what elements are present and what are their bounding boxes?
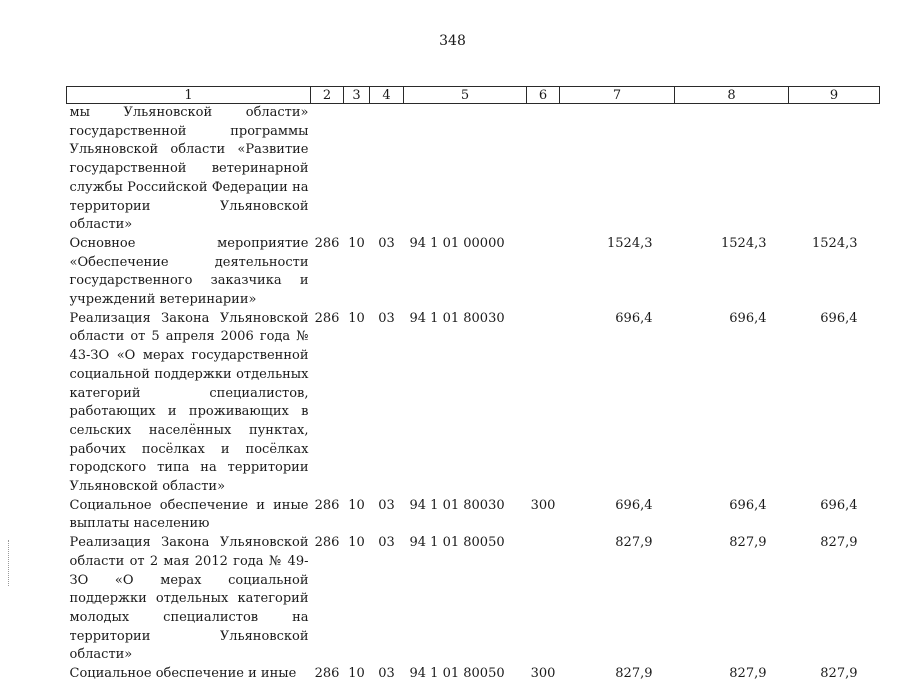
cell-ministry-code: 286 bbox=[314, 310, 340, 326]
cell-amount-7: 1524,3 bbox=[607, 235, 653, 251]
cell-amount-9: 827,9 bbox=[820, 666, 858, 682]
cell-expense-type: 300 bbox=[530, 666, 556, 682]
cell-subsection: 03 bbox=[378, 535, 395, 551]
cell-ministry-code: 286 bbox=[314, 666, 340, 682]
row-description: мы Ульяновской области» государственной программы Ульяновской области «Развитие государственной ветеринарной службы Российской Федерации на территории Ульяновской области» bbox=[69, 105, 309, 233]
row-description: Реализация Закона Ульяновской области от 2 мая 2012 года № 49-ЗО «О мерах социальной поддержки отдельных категорий молодых специалистов на территории Ульяновской области» bbox=[69, 535, 309, 663]
row-description: Реализация Закона Ульяновской области от 5 апреля 2006 года № 43-ЗО «О мерах государственной социальной поддержки отдельных категорий специалистов, работающих и проживающих в сельских населённых пунктах, рабочих посёлках и посёлках городского типа на территории Ульяновской области» bbox=[69, 310, 309, 495]
cell-section: 10 bbox=[348, 535, 365, 551]
column-header-1: 1 bbox=[67, 87, 311, 104]
cell-target-article: 94 1 01 80030 bbox=[409, 497, 505, 513]
table-row bbox=[67, 665, 880, 684]
cell-expense-type bbox=[527, 534, 560, 665]
cell-amount-9: 1524,3 bbox=[812, 235, 858, 251]
column-header-5: 5 bbox=[404, 87, 527, 104]
cell-section: 10 bbox=[348, 497, 365, 513]
cell-target-article: 94 1 01 80050 bbox=[409, 666, 505, 682]
cell-target-article: 94 1 01 80050 bbox=[409, 535, 505, 551]
row-description: Основное мероприятие «Обеспечение деятельности государственного заказчика и учреждений ветеринарии» bbox=[69, 235, 309, 308]
cell-section: 10 bbox=[348, 666, 365, 682]
cell-amount-8: 1524,3 bbox=[721, 235, 767, 251]
cell-expense-type bbox=[527, 235, 560, 310]
cell-subsection: 03 bbox=[378, 666, 395, 682]
cell-amount-7: 827,9 bbox=[615, 535, 653, 551]
cell-amount-8: 696,4 bbox=[729, 310, 767, 326]
cell-amount-7: 696,4 bbox=[615, 310, 653, 326]
row-description: Социальное обеспечение и иные bbox=[69, 666, 297, 682]
cell-amount-9 bbox=[789, 104, 880, 235]
cell-amount-9: 827,9 bbox=[820, 535, 858, 551]
scan-noise-top bbox=[0, 0, 905, 12]
column-header-2: 2 bbox=[311, 87, 344, 104]
table-row bbox=[67, 534, 880, 665]
cell-ministry-code bbox=[311, 104, 344, 235]
row-description: Социальное обеспечение и иные выплаты населению bbox=[69, 497, 309, 532]
scan-margin-mark bbox=[8, 540, 12, 586]
cell-ministry-code: 286 bbox=[314, 535, 340, 551]
column-header-6: 6 bbox=[527, 87, 560, 104]
cell-ministry-code: 286 bbox=[314, 235, 340, 251]
cell-expense-type bbox=[527, 104, 560, 235]
column-number-header bbox=[67, 87, 880, 104]
table-row bbox=[67, 310, 880, 497]
cell-amount-8: 827,9 bbox=[729, 535, 767, 551]
cell-amount-7: 827,9 bbox=[615, 666, 653, 682]
cell-section bbox=[344, 104, 370, 235]
table-row bbox=[67, 235, 880, 310]
cell-ministry-code: 286 bbox=[314, 497, 340, 513]
page-number: 348 bbox=[439, 33, 466, 49]
column-header-3: 3 bbox=[344, 87, 370, 104]
cell-amount-7: 696,4 bbox=[615, 497, 653, 513]
column-header-4: 4 bbox=[370, 87, 404, 104]
cell-amount-9: 696,4 bbox=[820, 310, 858, 326]
cell-subsection bbox=[370, 104, 404, 235]
cell-subsection: 03 bbox=[378, 235, 395, 251]
cell-target-article bbox=[404, 104, 527, 235]
cell-amount-8: 696,4 bbox=[729, 497, 767, 513]
table-row bbox=[67, 104, 880, 235]
cell-section: 10 bbox=[348, 235, 365, 251]
cell-target-article: 94 1 01 80030 bbox=[409, 310, 505, 326]
budget-table bbox=[66, 86, 880, 684]
cell-expense-type: 300 bbox=[530, 497, 556, 513]
table-row bbox=[67, 497, 880, 534]
column-header-7: 7 bbox=[560, 87, 675, 104]
cell-amount-8 bbox=[675, 104, 789, 235]
cell-amount-8: 827,9 bbox=[729, 666, 767, 682]
cell-amount-9: 696,4 bbox=[820, 497, 858, 513]
cell-amount-7 bbox=[560, 104, 675, 235]
column-header-9: 9 bbox=[789, 87, 880, 104]
cell-target-article: 94 1 01 00000 bbox=[409, 235, 505, 251]
cell-expense-type bbox=[527, 310, 560, 497]
cell-section: 10 bbox=[348, 310, 365, 326]
cell-subsection: 03 bbox=[378, 497, 395, 513]
column-header-8: 8 bbox=[675, 87, 789, 104]
cell-subsection: 03 bbox=[378, 310, 395, 326]
